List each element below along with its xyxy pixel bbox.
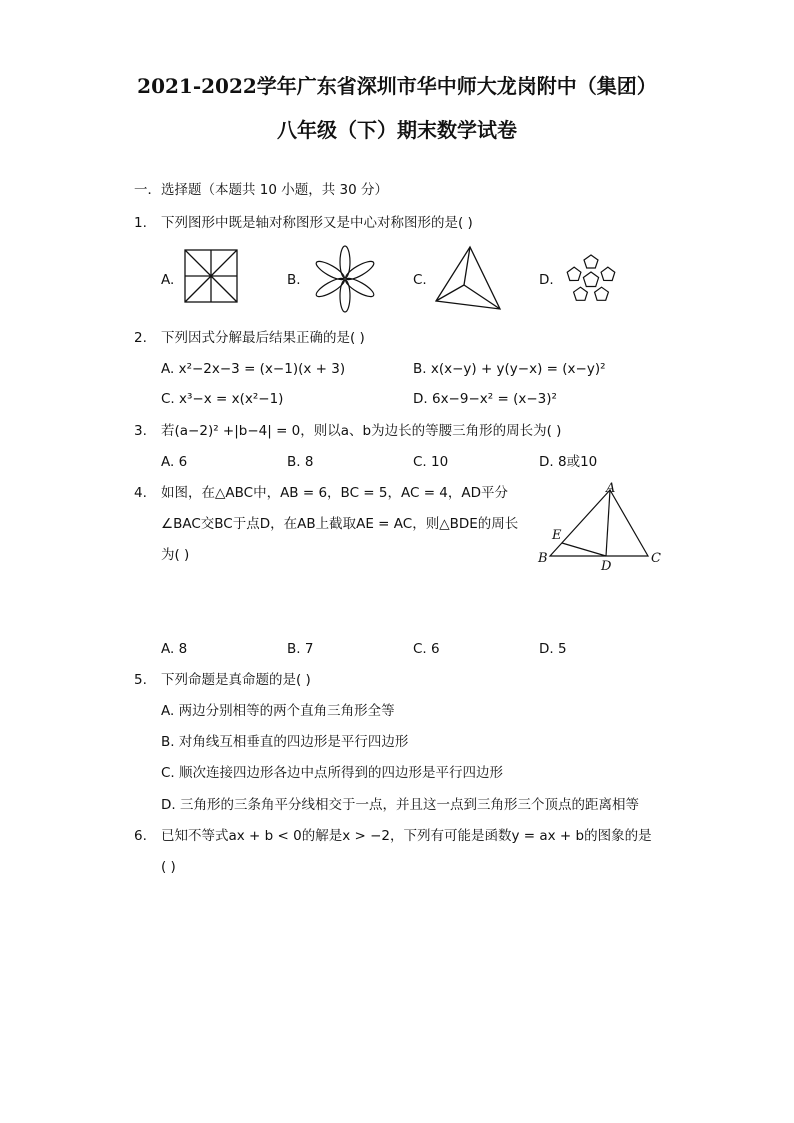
q2-option-c: C. x³−x = x(x²−1) [161,391,284,407]
q4-number: 4. [134,485,147,501]
q6-paren: ( ) [161,859,176,875]
q4-figure-label-e: E [552,528,562,543]
q2-number: 2. [134,330,147,346]
q5-number: 5. [134,672,147,688]
q1-stem: 下列图形中既是轴对称图形又是中心对称图形的是( ) [161,215,473,231]
q6-number: 6. [134,828,147,844]
q3-number: 3. [134,423,147,439]
q2-option-b: B. x(x−y) + y(y−x) = (x−y)² [413,361,606,377]
q4-figure-label-c: C [651,551,661,566]
q5-option-c: C. 顺次连接四边形各边中点所得到的四边形是平行四边形 [161,765,504,781]
q1-option-c-figure-triangle [434,243,504,313]
q1-option-b-figure-flower [310,244,380,314]
q1-option-d-figure-pentagons [558,246,624,312]
q1-option-a-figure-pinwheel [183,248,243,308]
q5-option-d: D. 三角形的三条角平分线相交于一点，并且这一点到三角形三个顶点的距离相等 [161,797,639,813]
q4-figure-label-d: D [601,559,612,574]
q4-option-c: C. 6 [413,641,440,657]
q4-triangle-figure [534,482,674,572]
q3-option-c: C. 10 [413,454,449,470]
title-line-1: 2021-2022学年广东省深圳市华中师大龙岗附中（集团） [137,74,657,98]
q4-option-b: B. 7 [287,641,314,657]
q3-option-a: A. 6 [161,454,188,470]
q6-stem: 已知不等式ax + b < 0的解是x > −2，下列有可能是函数y = ax + b的图象的是 [161,828,652,844]
q4-figure-label-b: B [538,551,548,566]
q2-stem: 下列因式分解最后结果正确的是( ) [161,330,365,346]
section-heading: 一．选择题（本题共 10 小题，共 30 分） [134,182,389,198]
q3-option-d: D. 8或10 [539,454,598,470]
q1-option-d-label: D. [539,272,554,288]
q5-option-a: A. 两边分别相等的两个直角三角形全等 [161,703,395,719]
q4-line-2: ∠BAC交BC于点D，在AB上截取AE = AC，则△BDE的周长 [161,516,519,532]
q5-stem: 下列命题是真命题的是( ) [161,672,311,688]
q4-line-3: 为( ) [161,547,190,563]
q4-figure-label-a: A [606,481,616,496]
q4-line-1: 如图，在△ABC中，AB = 6，BC = 5，AC = 4，AD平分 [161,485,509,501]
q4-option-a: A. 8 [161,641,188,657]
q2-option-a: A. x²−2x−3 = (x−1)(x + 3) [161,361,346,377]
q5-option-b: B. 对角线互相垂直的四边形是平行四边形 [161,734,409,750]
q1-option-c-label: C. [413,272,427,288]
title-line-2: 八年级（下）期末数学试卷 [277,118,517,142]
q3-stem: 若(a−2)² +|b−4| = 0，则以a、b为边长的等腰三角形的周长为( ) [161,423,562,439]
q1-option-b-label: B. [287,272,301,288]
q1-option-a-label: A. [161,272,175,288]
q3-option-b: B. 8 [287,454,314,470]
q2-option-d: D. 6x−9−x² = (x−3)² [413,391,557,407]
q1-number: 1. [134,215,147,231]
q4-option-d: D. 5 [539,641,567,657]
